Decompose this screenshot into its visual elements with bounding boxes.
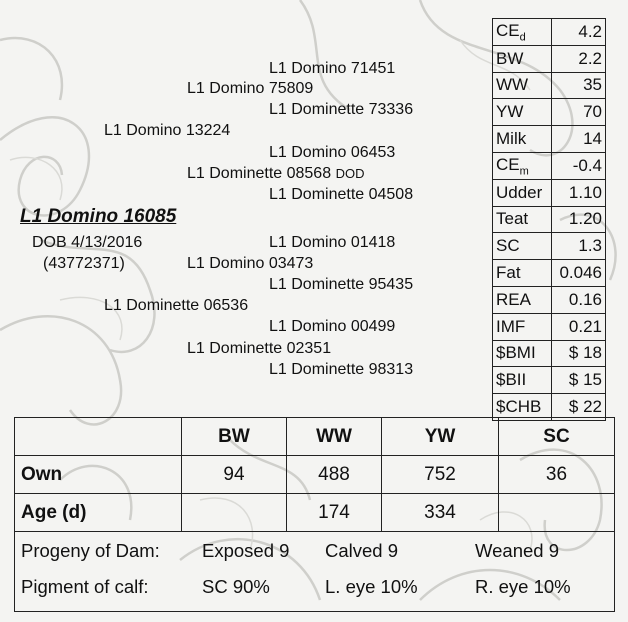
pigment-sc: SC 90% <box>202 576 270 597</box>
performance-row-own <box>15 456 614 494</box>
epd-value: 1.3 <box>551 233 605 260</box>
epd-row <box>493 45 606 72</box>
animal-registration: (43772371) <box>43 255 125 272</box>
header-blank <box>15 418 182 456</box>
epd-row <box>493 19 606 46</box>
epd-row <box>493 206 606 233</box>
age-yw: 334 <box>382 494 499 532</box>
epd-label: IMF <box>493 313 552 340</box>
epd-value: 2.2 <box>551 45 605 72</box>
animal-name: L1 Domino 16085 <box>20 206 177 227</box>
pedigree-sire: L1 Domino 13224 <box>104 122 231 139</box>
epd-row <box>493 313 606 340</box>
progeny-label: Progeny of Dam: <box>21 540 160 561</box>
epd-value: 1.20 <box>551 206 605 233</box>
epd-label: REA <box>493 286 552 313</box>
pedigree-sire-sire: L1 Domino 75809 <box>187 80 314 97</box>
epd-row <box>493 260 606 287</box>
pedigree-dam-sire: L1 Domino 03473 <box>187 255 314 272</box>
epd-row <box>493 286 606 313</box>
epd-label: BW <box>493 45 552 72</box>
pedigree-dam-sire-dam: L1 Dominette 95435 <box>269 276 414 293</box>
age-bw <box>182 494 287 532</box>
epd-row <box>493 233 606 260</box>
epd-table <box>492 18 606 421</box>
own-yw: 752 <box>382 456 499 494</box>
pigment-right-eye: R. eye 10% <box>475 576 571 597</box>
epd-row <box>493 126 606 153</box>
pigment-left-eye: L. eye 10% <box>325 576 418 597</box>
progeny-exposed: Exposed 9 <box>202 540 290 561</box>
pedigree-sire-sire-dam: L1 Dominette 73336 <box>269 101 414 118</box>
dod-tag: DOD <box>335 166 365 181</box>
performance-table <box>15 418 614 532</box>
pedigree-dam: L1 Dominette 06536 <box>104 297 249 314</box>
header-yw: YW <box>382 418 499 456</box>
epd-label: $CE_d$ <box>493 19 552 46</box>
progeny-calved: Calved 9 <box>325 540 399 561</box>
pedigree-dam-dam-sire: L1 Domino 00499 <box>269 318 396 335</box>
epd-label: Udder <box>493 179 552 206</box>
own-sc: 36 <box>499 456 615 494</box>
epd-value: 14 <box>551 126 605 153</box>
epd-label: WW <box>493 72 552 99</box>
epd-row <box>493 152 606 179</box>
own-ww: 488 <box>287 456 382 494</box>
epd-label: $CE_m$ <box>493 152 552 179</box>
pigment-label: Pigment of calf: <box>21 576 149 597</box>
row-label: Age (d) <box>15 494 182 532</box>
epd-value: 1.10 <box>551 179 605 206</box>
epd-label: $BII <box>493 367 552 394</box>
animal-dob: DOB 4/13/2016 <box>32 234 143 251</box>
epd-label: Teat <box>493 206 552 233</box>
epd-row <box>493 99 606 126</box>
pedigree-sire-sire-sire: L1 Domino 71451 <box>269 60 396 77</box>
header-sc: SC <box>499 418 615 456</box>
epd-label: $CHB <box>493 394 552 421</box>
epd-value: 35 <box>551 72 605 99</box>
epd-label: Milk <box>493 126 552 153</box>
header-bw: BW <box>182 418 287 456</box>
epd-value: $ 15 <box>551 367 605 394</box>
epd-label: Fat <box>493 260 552 287</box>
epd-value: 4.2 <box>551 19 605 46</box>
epd-value: 0.16 <box>551 286 605 313</box>
epd-value: 0.21 <box>551 313 605 340</box>
age-ww: 174 <box>287 494 382 532</box>
row-label: Own <box>15 456 182 494</box>
pedigree-dam-sire-sire: L1 Domino 01418 <box>269 234 396 251</box>
pedigree-dam-dam-dam: L1 Dominette 98313 <box>269 361 414 378</box>
header-ww: WW <box>287 418 382 456</box>
epd-value: $ 18 <box>551 340 605 367</box>
own-bw: 94 <box>182 456 287 494</box>
performance-header-row <box>15 418 614 456</box>
pedigree-sire-dam-name: L1 Dominette 08568 <box>187 165 332 182</box>
epd-value: 0.046 <box>551 260 605 287</box>
epd-row <box>493 179 606 206</box>
pedigree-sire-dam-dam: L1 Dominette 04508 <box>269 186 414 203</box>
age-sc <box>499 494 615 532</box>
epd-value: $ 22 <box>551 394 605 421</box>
performance-row-age <box>15 494 614 532</box>
epd-value: -0.4 <box>551 152 605 179</box>
epd-value: 70 <box>551 99 605 126</box>
epd-label: YW <box>493 99 552 126</box>
pedigree-sire-dam <box>187 165 364 183</box>
epd-row <box>493 340 606 367</box>
epd-row <box>493 72 606 99</box>
epd-row <box>493 367 606 394</box>
progeny-weaned: Weaned 9 <box>475 540 559 561</box>
epd-label: $BMI <box>493 340 552 367</box>
pedigree-dam-dam: L1 Dominette 02351 <box>187 340 332 357</box>
pedigree-sire-dam-sire: L1 Domino 06453 <box>269 144 396 161</box>
epd-label: SC <box>493 233 552 260</box>
